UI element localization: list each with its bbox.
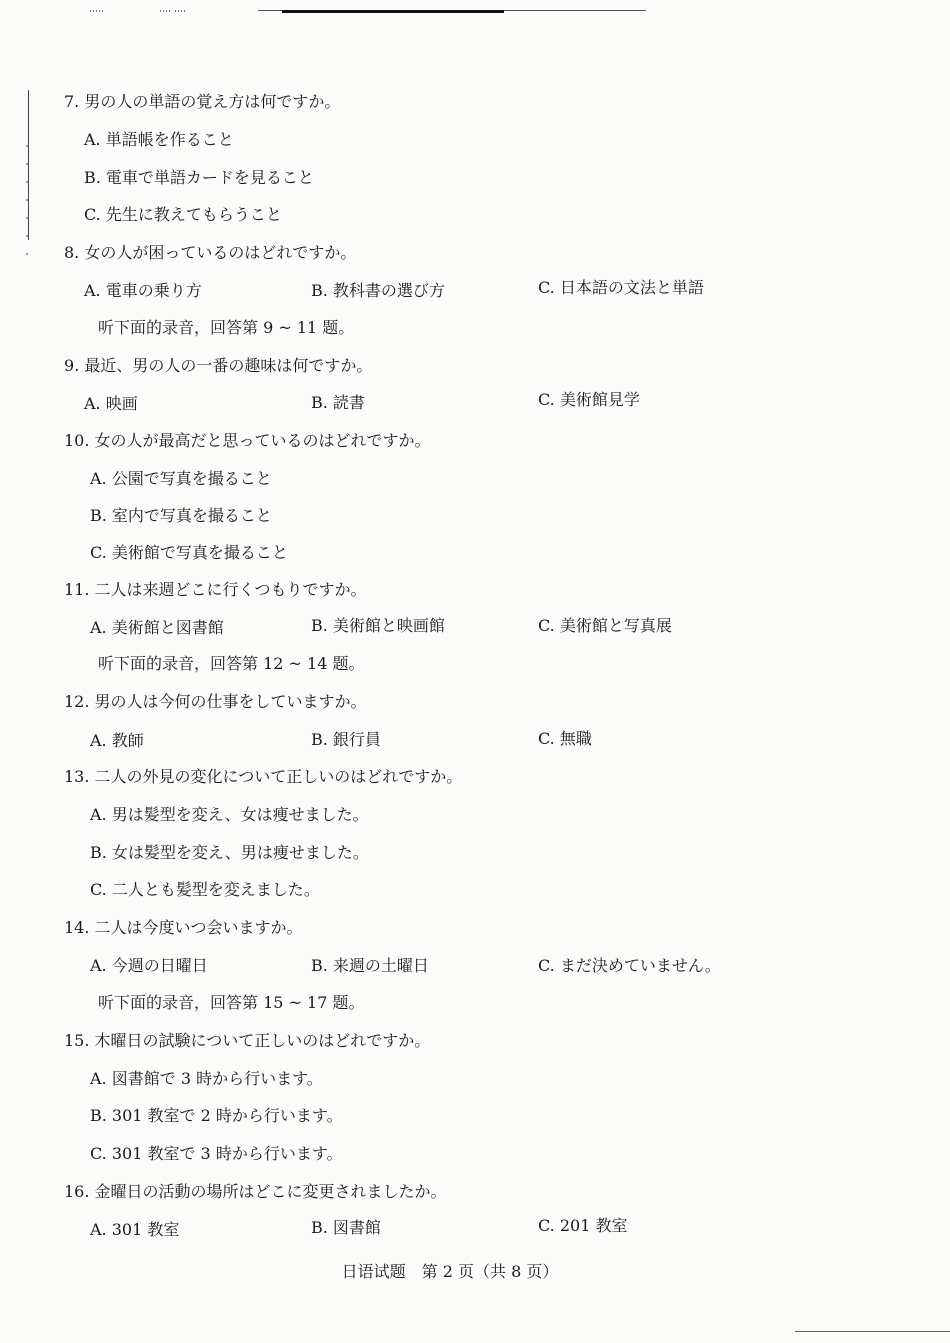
option-c: C. 美術館で写真を撮ること: [90, 543, 288, 562]
question-7: 7. 男の人の単語の覚え方は何ですか。: [64, 92, 341, 111]
option-b: B. 女は髪型を変え、男は痩せました。: [90, 843, 369, 862]
scan-edge-dots: [160, 10, 170, 12]
option-a: A. 男は髪型を変え、女は痩せました。: [90, 805, 369, 824]
option-c: C. 二人とも髪型を変えました。: [90, 880, 320, 899]
option-b: B. 教科書の選び方: [311, 281, 445, 300]
option-a: A. 美術館と図書館: [90, 618, 224, 637]
question-8: 8. 女の人が困っているのはどれですか。: [64, 243, 357, 262]
scan-margin-line: [28, 90, 29, 240]
option-c: C. 無職: [538, 729, 592, 748]
section-instruction: 听下面的录音，回答第 12 ~ 14 题。: [98, 654, 365, 673]
option-c: C. 美術館見学: [538, 390, 640, 409]
question-16: 16. 金曜日の活動の場所はどこに変更されましたか。: [64, 1182, 447, 1201]
option-a: A. 公園で写真を撮ること: [90, 469, 272, 488]
question-12: 12. 男の人は今何の仕事をしていますか。: [64, 692, 367, 711]
option-b: B. 来週の土曜日: [311, 956, 429, 975]
option-c: C. 美術館と写真展: [538, 616, 672, 635]
question-9: 9. 最近、男の人の一番の趣味は何ですか。: [64, 356, 373, 375]
option-c: C. 201 教室: [538, 1216, 628, 1235]
page-footer: 日语试题 第 2 页（共 8 页）: [341, 1262, 559, 1281]
option-c: C. 日本語の文法と単語: [538, 278, 704, 297]
section-instruction: 听下面的录音，回答第 9 ~ 11 题。: [98, 318, 355, 337]
question-14: 14. 二人は今度いつ会いますか。: [64, 918, 303, 937]
option-b: B. 美術館と映画館: [311, 616, 445, 635]
option-b: B. 読書: [311, 393, 365, 412]
option-a: A. 教師: [90, 731, 144, 750]
scan-edge-dots: [90, 10, 104, 12]
scan-margin-ticks: [26, 145, 28, 265]
option-b: B. 室内で写真を撮ること: [90, 506, 272, 525]
option-c: C. 301 教室で 3 時から行います。: [90, 1144, 343, 1163]
option-b: B. 電車で単語カードを見ること: [84, 168, 314, 187]
option-b: B. 301 教室で 2 時から行います。: [90, 1106, 343, 1125]
option-a: A. 301 教室: [90, 1220, 180, 1239]
section-instruction: 听下面的录音，回答第 15 ~ 17 题。: [98, 993, 365, 1012]
question-10: 10. 女の人が最高だと思っているのはどれですか。: [64, 431, 431, 450]
question-13: 13. 二人の外見の変化について正しいのはどれですか。: [64, 767, 463, 786]
option-a: A. 図書館で 3 時から行います。: [90, 1069, 323, 1088]
option-a: A. 単語帳を作ること: [84, 130, 234, 149]
option-b: B. 図書館: [311, 1218, 381, 1237]
scan-edge-dots: [175, 10, 185, 12]
question-15: 15. 木曜日の試験について正しいのはどれですか。: [64, 1031, 431, 1050]
option-a: A. 映画: [84, 394, 138, 413]
scan-edge-bar: [282, 10, 504, 13]
option-c: C. まだ決めていません。: [538, 956, 721, 975]
question-11: 11. 二人は来週どこに行くつもりですか。: [64, 580, 367, 599]
option-b: B. 銀行員: [311, 730, 381, 749]
option-c: C. 先生に教えてもらうこと: [84, 205, 282, 224]
option-a: A. 今週の日曜日: [90, 956, 208, 975]
scan-edge-line: [795, 1331, 950, 1332]
option-a: A. 電車の乗り方: [84, 281, 202, 300]
